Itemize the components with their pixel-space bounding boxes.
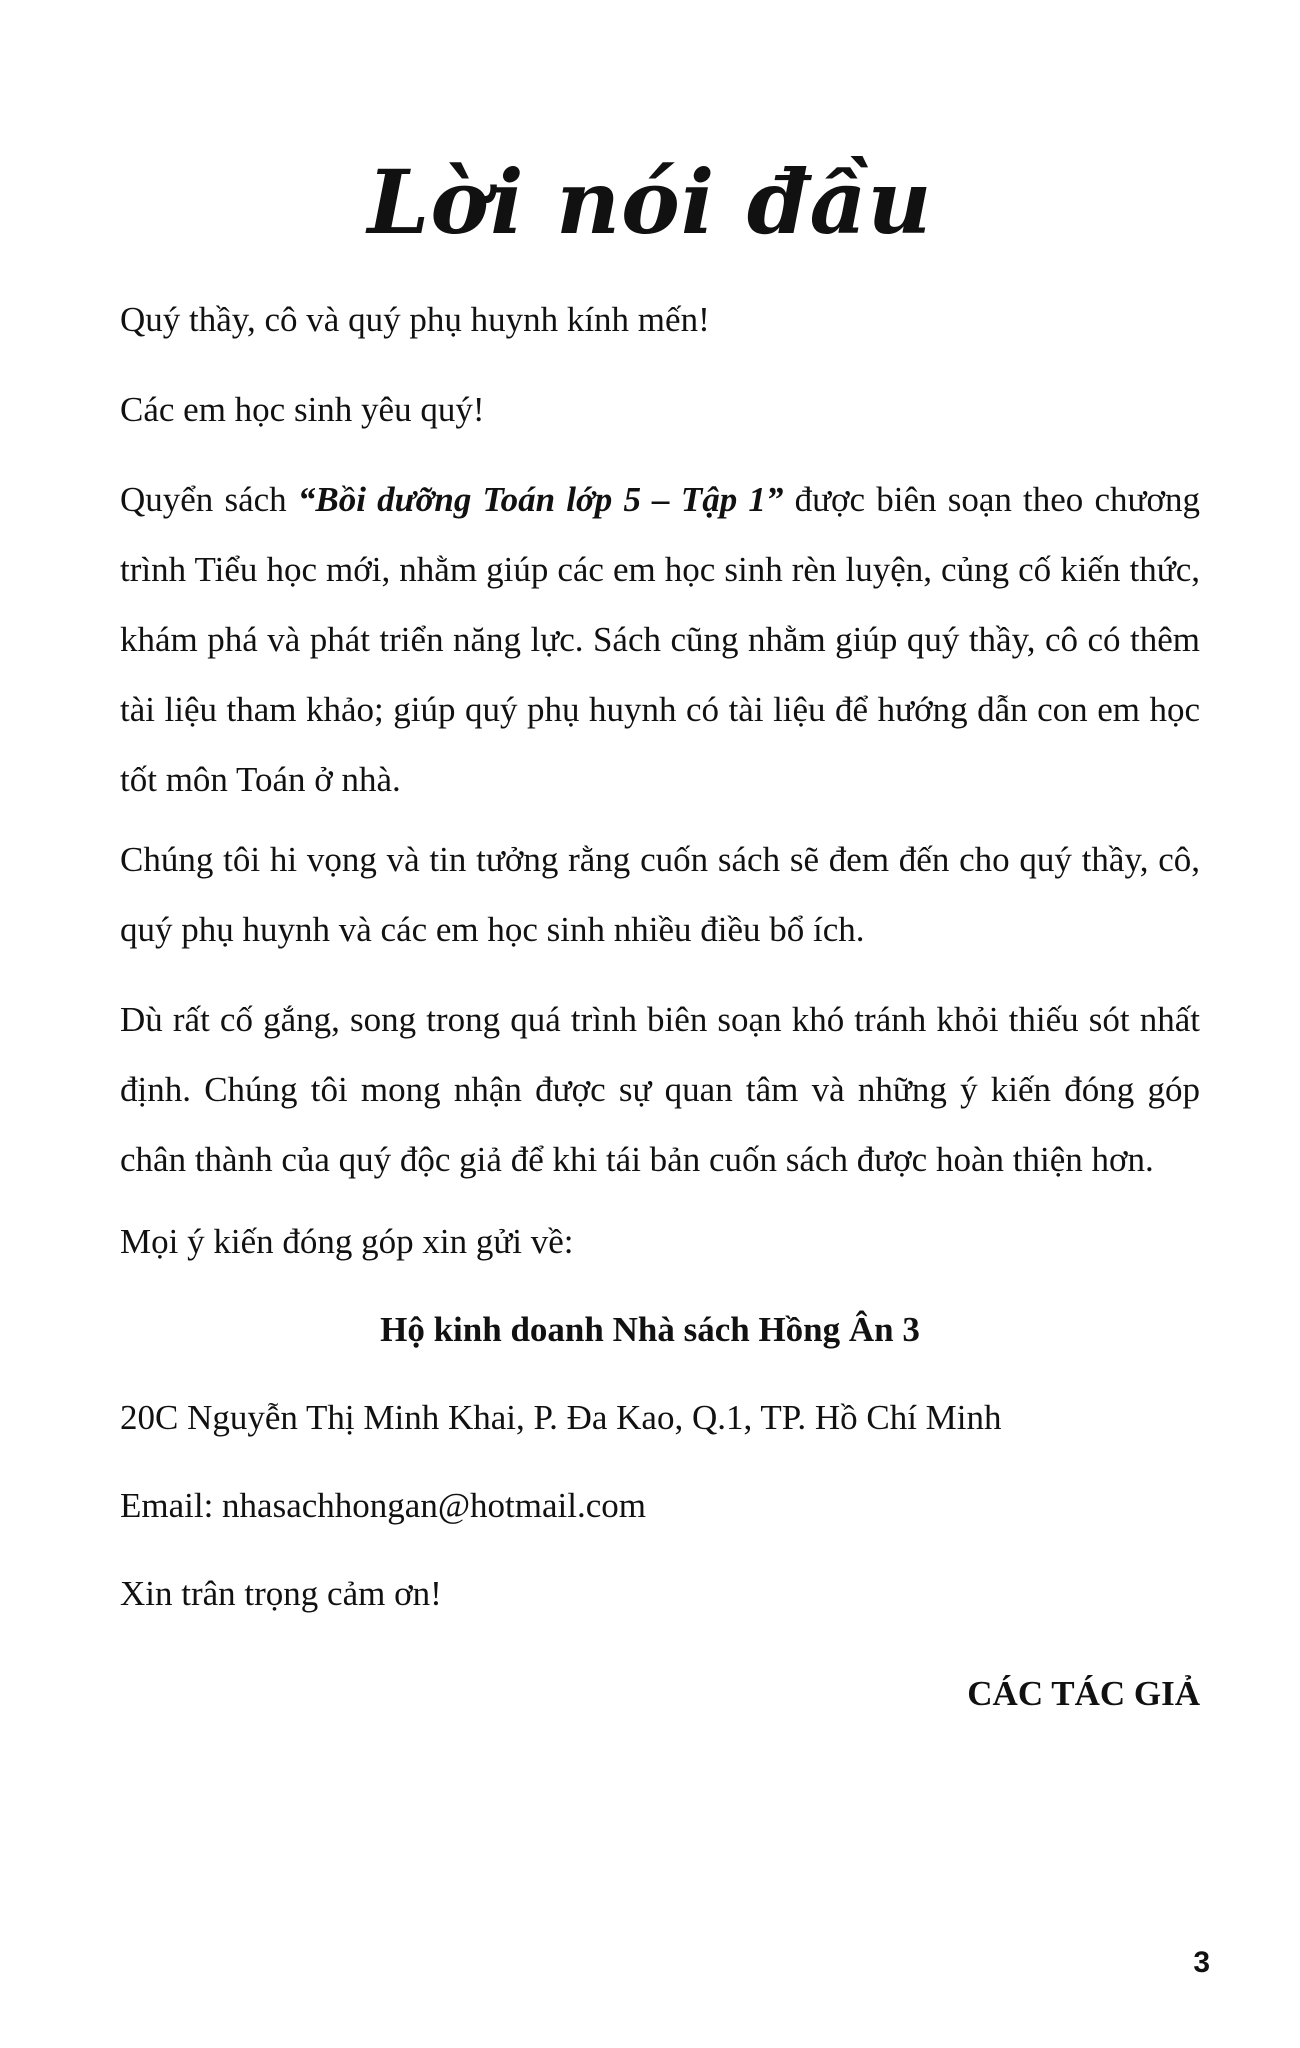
page-title: Lời nói đầu	[367, 150, 933, 254]
paragraph-hope: Chúng tôi hi vọng và tin tưởng rằng cuốn sách sẽ đem đến cho quý thầy, cô, quý phụ huynh và các em học sinh nhiều điều bổ ích.	[120, 840, 1200, 949]
publisher-name: Hộ kinh doanh Nhà sách Hồng Ân 3	[380, 1310, 920, 1349]
email-line: Email: nhasachhongan@hotmail.com	[120, 1486, 646, 1525]
greeting-line-2: Các em học sinh yêu quý!	[120, 390, 485, 429]
authors-signature: CÁC TÁC GIẢ	[967, 1674, 1200, 1713]
paragraph-intro	[120, 465, 1200, 815]
thanks-line: Xin trân trọng cảm ơn!	[120, 1574, 442, 1613]
contact-intro: Mọi ý kiến đóng góp xin gửi về:	[120, 1222, 574, 1261]
paragraph-feedback: Dù rất cố gắng, song trong quá trình biên soạn khó tránh khỏi thiếu sót nhất định. Chúng tôi mong nhận được sự quan tâm và những ý kiến đóng góp chân thành của quý độc giả để khi tái bản cuốn sách được hoàn thiện hơn.	[120, 1000, 1200, 1179]
address-line: 20C Nguyễn Thị Minh Khai, P. Đa Kao, Q.1, TP. Hồ Chí Minh	[120, 1398, 1002, 1437]
greeting-line-1: Quý thầy, cô và quý phụ huynh kính mến!	[120, 300, 710, 339]
paragraph-intro-suffix: được biên soạn theo chương trình Tiểu học mới, nhằm giúp các em học sinh rèn luyện, củng cố kiến thức, khám phá và phát triển năng lực. Sách cũng nhằm giúp quý thầy, cô có thêm tài liệu tham khảo; giúp quý phụ huynh có tài liệu để hướng dẫn con em học tốt môn Toán ở nhà.	[120, 480, 1200, 799]
paragraph-intro-prefix: Quyển sách	[120, 480, 298, 519]
page-number: 3	[1193, 1946, 1210, 1979]
book-title: “Bồi dưỡng Toán lớp 5 – Tập 1”	[297, 480, 784, 519]
